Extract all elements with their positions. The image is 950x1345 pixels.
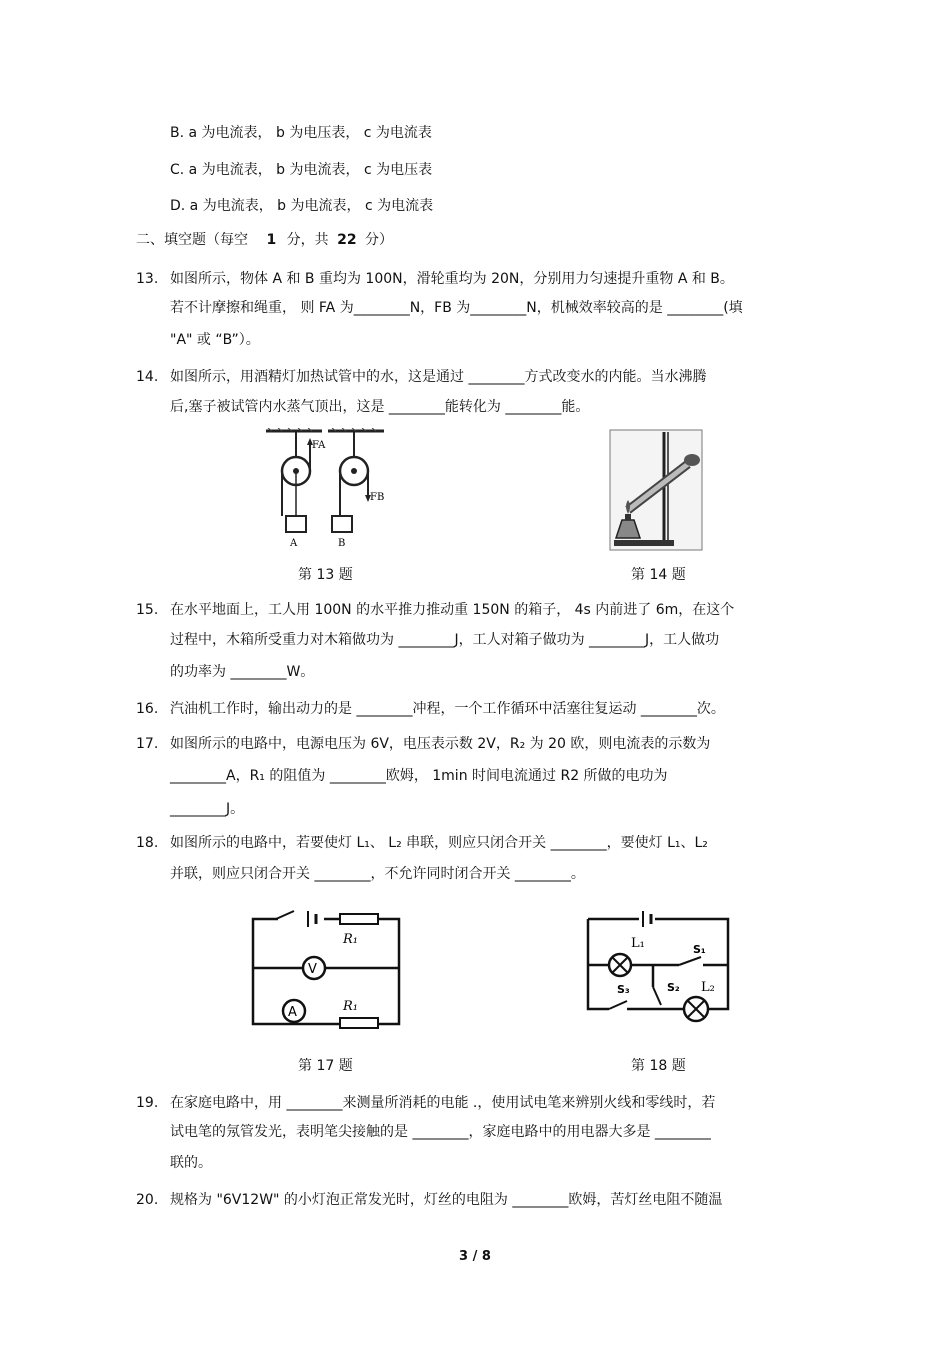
r2-label: R₁ <box>343 999 358 1014</box>
label-fb: FB <box>370 492 385 503</box>
voltmeter-label: V <box>308 962 317 977</box>
q20-line1: 规格为 "6V12W" 的小灯泡正常发光时，灯丝的电阻为 ________欧姆，苦灯丝电阻不随温 <box>170 1192 723 1208</box>
q17-line1: 如图所示的电路中，电源电压为 6V，电压表示数 2V，R₂ 为 20 欧，则电流表的示数为 <box>170 736 711 752</box>
circuit-18-figure <box>583 905 733 1031</box>
q15-line2: 过程中，木箱所受重力对木箱做功为 ________J，工人对箱子做功为 ________J，工人做功 <box>170 632 720 648</box>
fig14-caption: 第 14 题 <box>631 567 686 583</box>
q18-line2: 并联，则应只闭合开关 ________，不允许同时闭合开关 ________。 <box>170 866 585 882</box>
l2-label: L₂ <box>701 980 715 995</box>
label-fa: FA <box>312 440 326 451</box>
section-heading-pre: 二、填空题（每空 <box>136 232 248 248</box>
q14-number: 14. <box>136 369 159 385</box>
q13-line2: 若不计摩擦和绳重， 则 FA 为________N，FB 为________N，机械效率较高的是 ________(填 <box>170 300 743 316</box>
section-heading-points: 1 <box>266 232 277 248</box>
label-a: A <box>290 538 298 549</box>
fig13-caption: 第 13 题 <box>298 567 353 583</box>
q13-number: 13. <box>136 271 159 287</box>
q18-line1: 如图所示的电路中，若要使灯 L₁、 L₂ 串联，则应只闭合开关 ________，要使灯 L₁、L₂ <box>170 835 708 851</box>
q16-line1: 汽油机工作时，输出动力的是 ________冲程，一个工作循环中活塞往复运动 ________次。 <box>170 701 725 717</box>
fig17-caption: 第 17 题 <box>298 1058 353 1074</box>
option-b: B. a 为电流表， b 为电压表， c 为电流表 <box>170 125 432 141</box>
q13-line3: "A" 或 “B”）。 <box>170 332 260 348</box>
s3-label: S₃ <box>617 983 630 996</box>
q17-line3: ________J。 <box>170 801 245 817</box>
section-heading-mid: 分，共 <box>286 232 329 248</box>
s2-label: S₂ <box>667 981 680 994</box>
section-heading-total: 22 <box>337 232 357 248</box>
circuit-17-figure <box>248 905 404 1031</box>
q19-line2: 试电笔的氖管发光，表明笔尖接触的是 ________，家庭电路中的用电器大多是 ________ <box>170 1124 711 1140</box>
q15-line1: 在水平地面上，工人用 100N 的水平推力推动重 150N 的箱子， 4s 内前进了 6m，在这个 <box>170 602 735 618</box>
q18-number: 18. <box>136 835 159 851</box>
option-d: D. a 为电流表， b 为电流表， c 为电流表 <box>170 198 434 214</box>
page-number: 3 / 8 <box>459 1249 491 1264</box>
option-c: C. a 为电流表， b 为电流表， c 为电压表 <box>170 162 433 178</box>
q15-line3: 的功率为 ________W。 <box>170 664 315 680</box>
q17-line2: ________A，R₁ 的阻值为 ________欧姆， 1min 时间电流通过 R2 所做的电功为 <box>170 768 668 784</box>
label-b: B <box>338 538 346 549</box>
section-heading-post: 分） <box>365 232 394 248</box>
q19-line1: 在家庭电路中，用 ________来测量所消耗的电能 .，使用试电笔来辨别火线和零线时，若 <box>170 1095 716 1111</box>
q17-number: 17. <box>136 736 159 752</box>
q19-line3: 联的。 <box>170 1155 212 1171</box>
q13-line1: 如图所示，物体 A 和 B 重均为 100N，滑轮重均为 20N，分别用力匀速提升重物 A 和 B。 <box>170 271 734 287</box>
ammeter-label: A <box>288 1005 297 1020</box>
q14-line1: 如图所示，用酒精灯加热试管中的水，这是通过 ________方式改变水的内能。当水沸腾 <box>170 369 707 385</box>
q16-number: 16. <box>136 701 159 717</box>
pulley-figure <box>262 428 392 552</box>
fig18-caption: 第 18 题 <box>631 1058 686 1074</box>
s1-label: S₁ <box>693 943 706 956</box>
q20-number: 20. <box>136 1192 159 1208</box>
q14-line2: 后,塞子被试管内水蒸气顶出，这是 ________能转化为 ________能。 <box>170 399 590 415</box>
q19-number: 19. <box>136 1095 159 1111</box>
q15-number: 15. <box>136 602 159 618</box>
section-heading <box>136 230 393 250</box>
r1-label: R₁ <box>343 932 358 947</box>
heating-figure <box>608 428 704 552</box>
l1-label: L₁ <box>631 936 645 951</box>
